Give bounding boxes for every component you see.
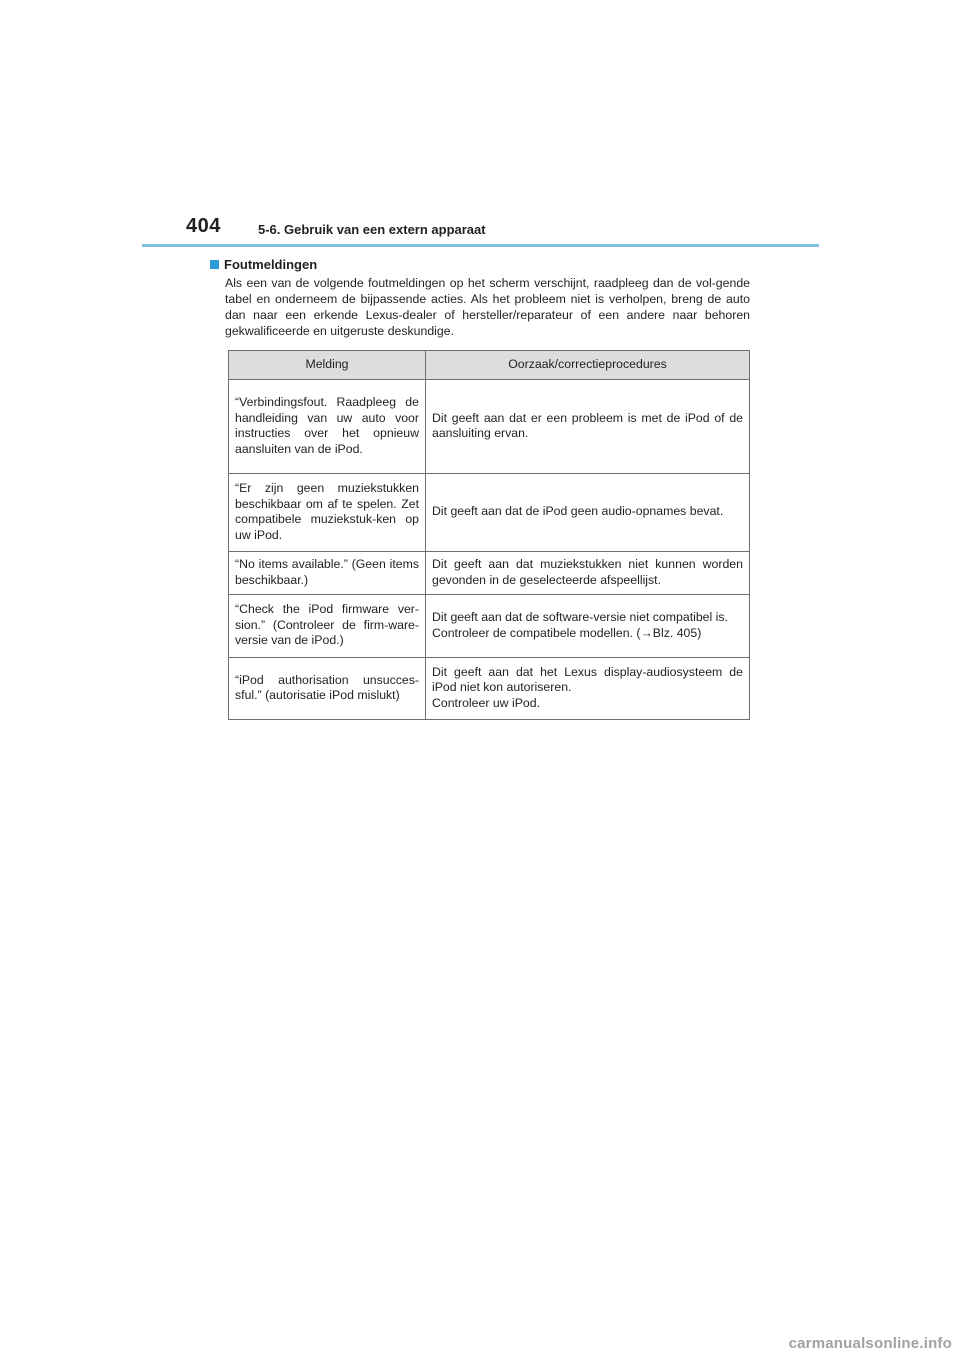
cause-line: Controleer de compatibele modellen. (→Blz. 405): [432, 625, 702, 640]
cause-cell: [426, 552, 750, 595]
intro-paragraph: Als een van de volgende foutmeldingen op het scherm verschijnt, raadpleeg dan de vol-gende tabel en onderneem de bijpassende acties. Als het probleem niet is verholpen, breng de auto dan naar een erkende Lexus-dealer of hersteller/reparateur of een andere naar behoren gekwalificeerde en uitgeruste deskundige.: [225, 276, 750, 338]
cause-line: Dit geeft aan dat het Lexus display-audiosysteem de iPod niet kon autoriseren.: [432, 664, 743, 695]
table-row: [229, 595, 750, 658]
cause-line: Dit geeft aan dat de software-versie niet compatibel is.: [432, 610, 728, 624]
header-divider: [142, 244, 819, 247]
table-header-row: [229, 351, 750, 380]
section-title: 5-6. Gebruik van een extern apparaat: [258, 222, 486, 237]
page-number: 404: [186, 215, 221, 237]
error-messages-table: [228, 350, 750, 720]
subheading-text: Foutmeldingen: [224, 257, 318, 272]
message-cell: “Verbindingsfout. Raadpleeg de handleiding van uw auto voor instructies over het opnieuw aansluiten van de iPod.: [229, 380, 426, 474]
square-bullet-icon: [210, 260, 219, 269]
footer-watermark: carmanualsonline.info: [788, 1335, 952, 1352]
table-row: [229, 658, 750, 720]
cause-cell: [426, 380, 750, 474]
header-cause: Oorzaak/correctieprocedures: [426, 351, 750, 380]
message-cell: “Check the iPod firmware ver-sion.” (Controleer de firm-ware-versie van de iPod.): [229, 595, 426, 658]
page-header: [0, 0, 960, 250]
table-row: [229, 474, 750, 552]
table-row: [229, 552, 750, 595]
table-row: [229, 380, 750, 474]
message-cell: “iPod authorisation unsucces-sful.” (autorisatie iPod mislukt): [229, 658, 426, 720]
cause-cell: [426, 595, 750, 658]
header-message: Melding: [229, 351, 426, 380]
message-cell: “No items available.” (Geen items beschikbaar.): [229, 552, 426, 595]
cause-line: Controleer uw iPod.: [432, 695, 540, 710]
subheading: [210, 256, 750, 273]
message-cell: “Er zijn geen muziekstukken beschikbaar om af te spelen. Zet compatibele muziekstuk-ken op uw iPod.: [229, 474, 426, 552]
cause-cell: [426, 474, 750, 552]
intro-section: [210, 256, 750, 339]
cause-cell: [426, 658, 750, 720]
cause-line: Dit geeft aan dat de iPod geen audio-opnames bevat.: [432, 504, 724, 519]
cause-line: Dit geeft aan dat er een probleem is met de iPod of de aansluiting ervan.: [432, 410, 743, 440]
cause-line: Dit geeft aan dat muziekstukken niet kunnen worden gevonden in de geselecteerde afspeellijst.: [432, 557, 743, 587]
